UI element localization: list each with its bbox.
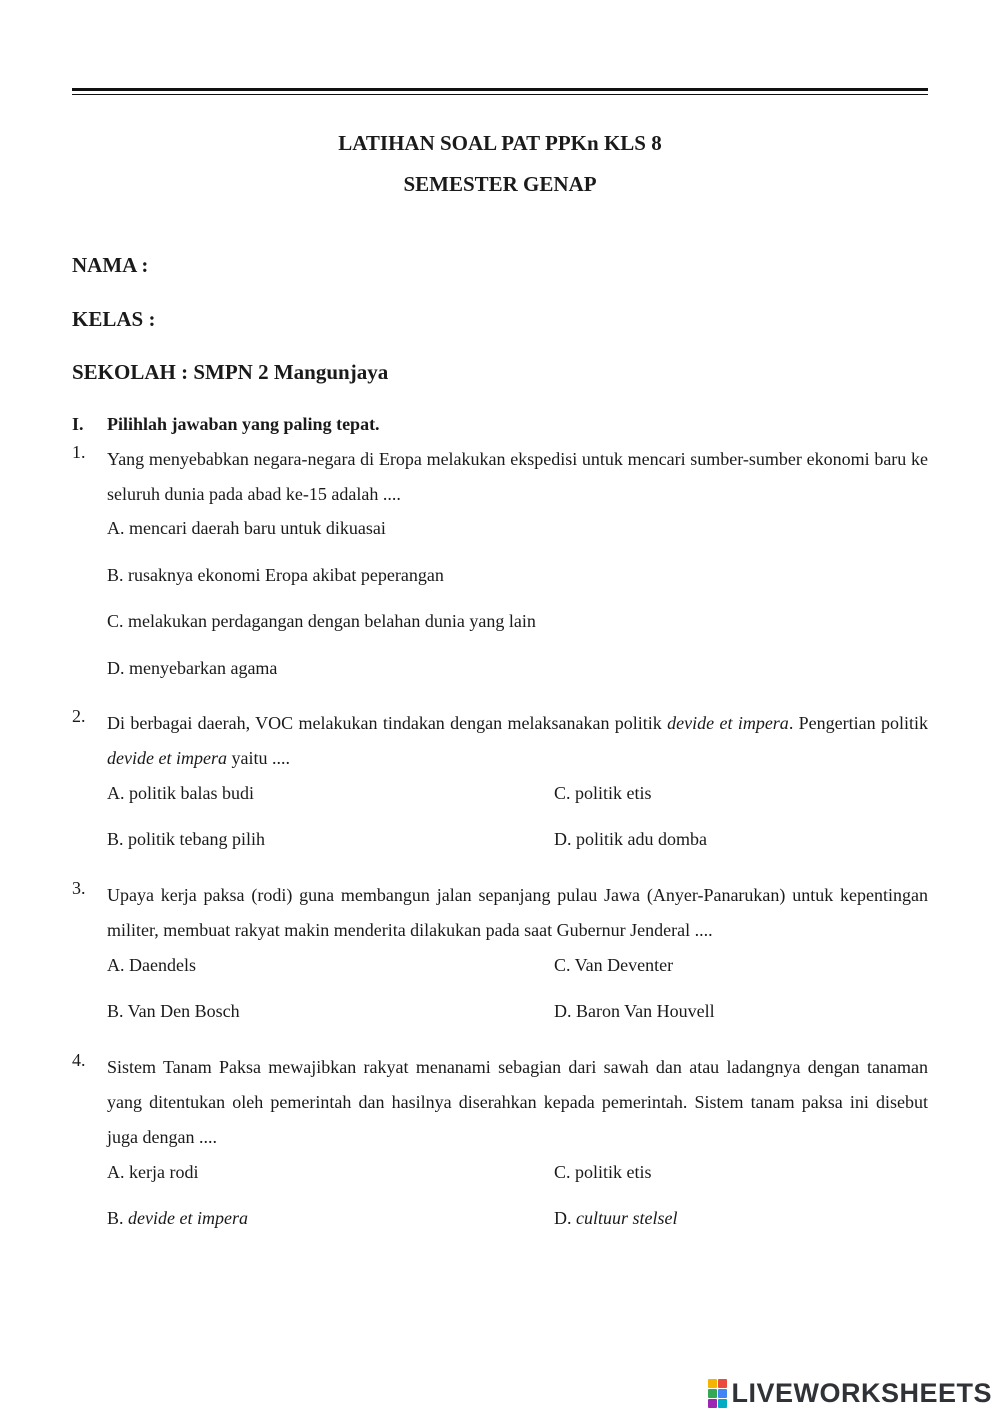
q4-option-b[interactable]: [107, 1208, 248, 1229]
option-letter: B.: [107, 1208, 129, 1228]
stem-text: . Pengertian politik: [788, 713, 928, 733]
option-letter: D.: [554, 1208, 576, 1228]
q3-option-d[interactable]: D. Baron Van Houvell: [554, 1001, 715, 1021]
logo-square: [708, 1389, 717, 1398]
section-number: I.: [72, 414, 84, 434]
question-number: 3.: [72, 878, 86, 898]
liveworksheets-logo: [708, 1378, 992, 1408]
q2-option-c[interactable]: C. politik etis: [554, 783, 652, 803]
question-stem: Sistem Tanam Paksa mewajibkan rakyat menanami sebagian dari sawah dan atau ladangnya dengan tanaman yang ditentukan oleh pemerintah dan hasilnya diserahkan kepada pemerintah. Sistem tanam paksa ini disebut juga dengan ....: [107, 1057, 928, 1147]
q3-option-a[interactable]: A. Daendels: [107, 955, 196, 975]
logo-square: [708, 1379, 717, 1388]
question-number: 4.: [72, 1050, 86, 1070]
worksheet-title: LATIHAN SOAL PAT PPKn KLS 8: [338, 131, 662, 155]
question-number: 1.: [72, 442, 86, 462]
q4-option-c[interactable]: C. politik etis: [554, 1162, 652, 1182]
question-stem: Yang menyebabkan negara-negara di Eropa melakukan ekspedisi untuk mencari sumber-sumber ekonomi baru ke seluruh dunia pada abad ke-15 adalah ....: [107, 449, 928, 504]
worksheet-subtitle: SEMESTER GENAP: [403, 172, 597, 196]
q1-option-a[interactable]: A. mencari daerah baru untuk dikuasai: [107, 518, 386, 538]
question-3: [72, 878, 928, 948]
header-rule-thick: [72, 88, 928, 91]
question-1: [72, 442, 928, 512]
sekolah-field: SEKOLAH : SMPN 2 Mangunjaya: [72, 360, 389, 384]
question-4: [72, 1050, 928, 1155]
logo-square: [718, 1379, 727, 1388]
logo-square: [718, 1389, 727, 1398]
liveworksheets-logo-icon: [708, 1379, 727, 1408]
nama-field: NAMA :: [72, 253, 149, 277]
q4-option-d[interactable]: [554, 1208, 678, 1229]
logo-square: [708, 1399, 717, 1408]
section-instruction: Pilihlah jawaban yang paling tepat.: [107, 414, 380, 434]
q2-option-a[interactable]: A. politik balas budi: [107, 783, 254, 803]
question-stem: Upaya kerja paksa (rodi) guna membangun jalan sepanjang pulau Jawa (Anyer-Panarukan) untuk kepentingan militer, membuat rakyat makin menderita dilakukan pada saat Gubernur Jenderal ....: [107, 885, 928, 940]
question-stem: [107, 706, 928, 776]
liveworksheets-logo-text: LIVEWORKSHEETS: [731, 1377, 992, 1408]
stem-italic-term: devide et impera: [667, 713, 789, 733]
option-text: cultuur stelsel: [576, 1208, 678, 1228]
q1-option-c[interactable]: C. melakukan perdagangan dengan belahan dunia yang lain: [107, 611, 536, 631]
stem-text: Di berbagai daerah, VOC melakukan tindakan dengan melaksanakan politik: [107, 713, 668, 733]
q4-option-a[interactable]: A. kerja rodi: [107, 1162, 199, 1182]
q1-option-b[interactable]: B. rusaknya ekonomi Eropa akibat peperangan: [107, 565, 444, 585]
q3-option-c[interactable]: C. Van Deventer: [554, 955, 674, 975]
logo-square: [718, 1399, 727, 1408]
option-text: devide et impera: [128, 1208, 248, 1228]
question-number: 2.: [72, 706, 86, 726]
header-rule-thin: [72, 94, 928, 95]
q2-option-d[interactable]: D. politik adu domba: [554, 829, 707, 849]
q3-option-b[interactable]: B. Van Den Bosch: [107, 1001, 240, 1021]
stem-italic-term: devide et impera: [107, 748, 227, 768]
q2-option-b[interactable]: B. politik tebang pilih: [107, 829, 265, 849]
stem-text: yaitu ....: [226, 748, 290, 768]
kelas-field: KELAS :: [72, 307, 156, 331]
question-2: [72, 706, 928, 776]
q1-option-d[interactable]: D. menyebarkan agama: [107, 658, 278, 678]
